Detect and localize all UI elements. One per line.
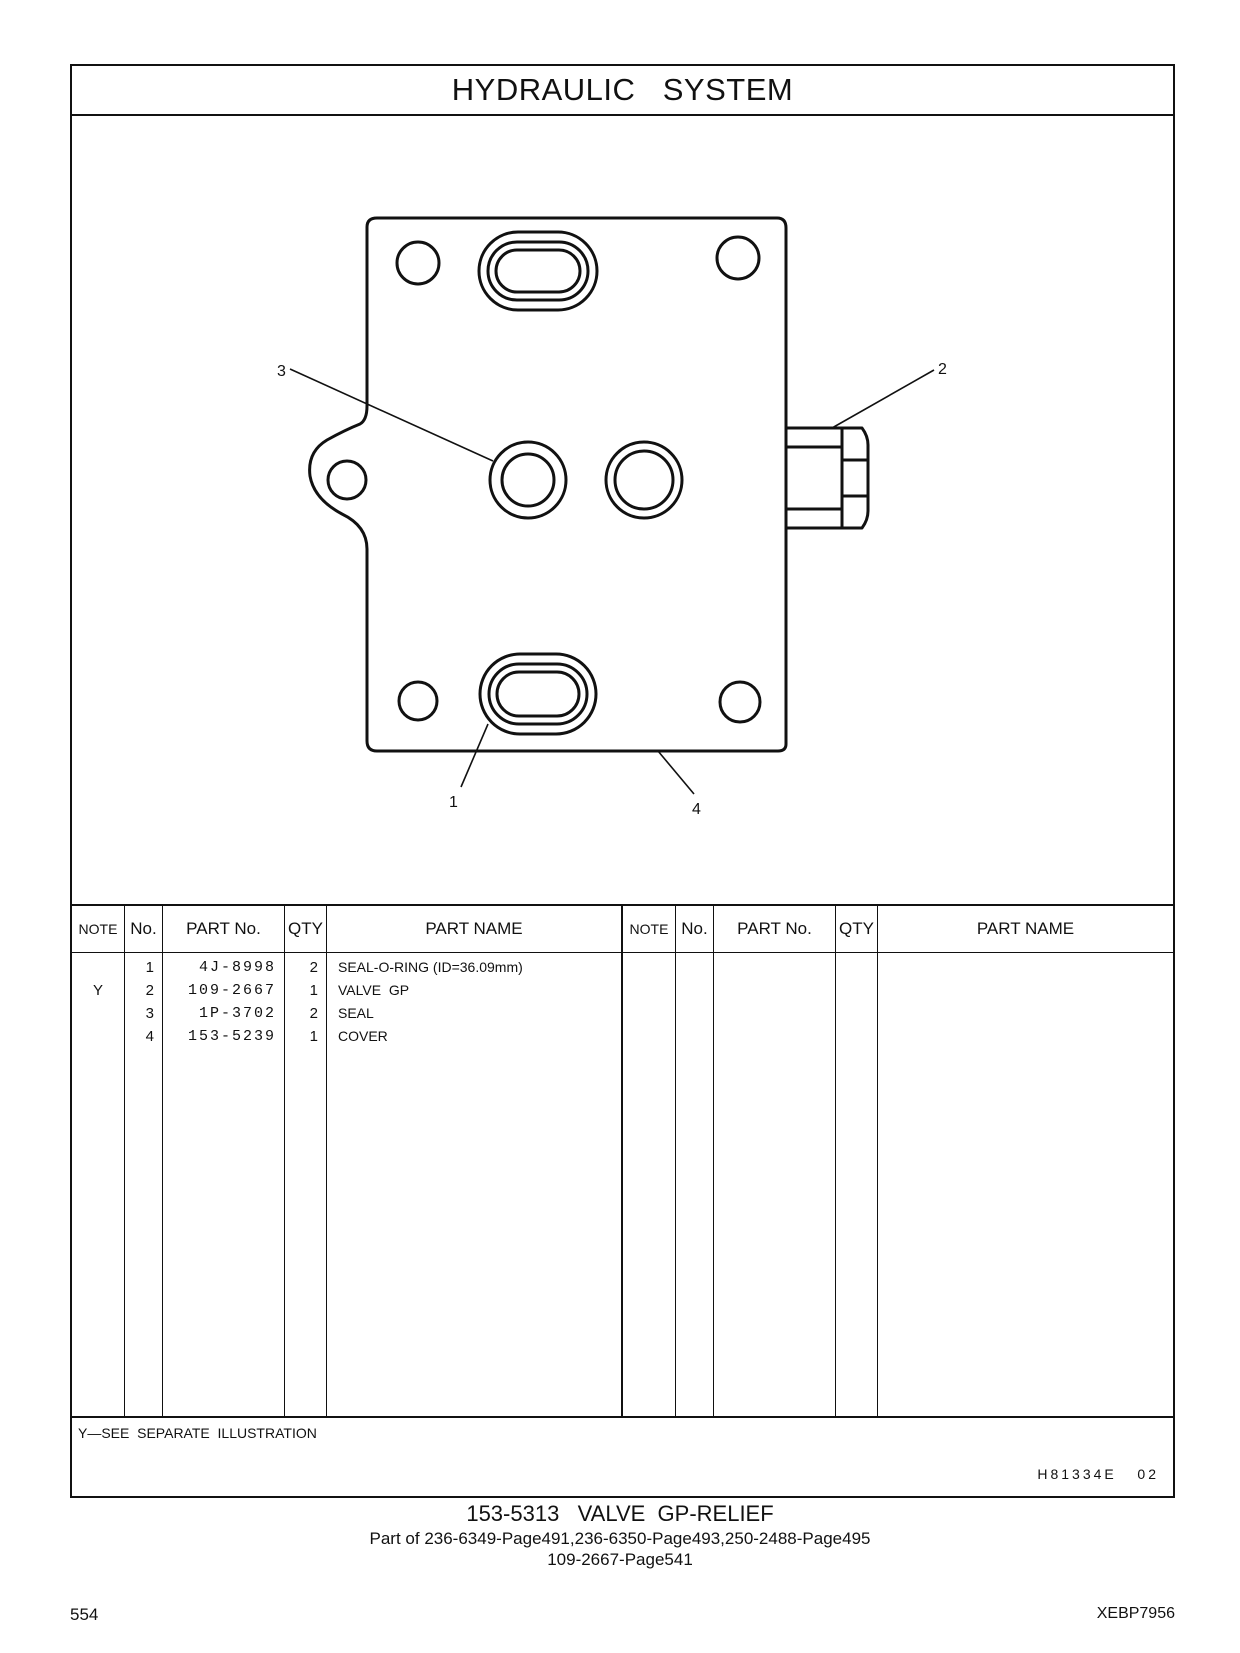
valve-hex-nut [842, 428, 868, 528]
page-title: HYDRAULIC SYSTEM [72, 66, 1173, 116]
part-name-cell: VALVE GP [338, 982, 410, 998]
bolt-hole-ear [328, 461, 366, 499]
item-no-header: No. [125, 906, 162, 953]
qty-header-right: QTY [836, 906, 877, 953]
bolt-hole-top-left [397, 242, 439, 284]
part-no-column [163, 906, 285, 1416]
note-cell [72, 956, 124, 979]
note-cell: Y [92, 982, 103, 999]
callout-4: 4 [692, 801, 701, 818]
part-no-header: PART No. [163, 906, 284, 953]
item-no-cell: 2 [145, 982, 154, 999]
item-no-cell: 3 [145, 1005, 154, 1022]
leader-line-1 [461, 724, 488, 787]
leader-line-2 [832, 370, 934, 428]
valve-drawing-svg [72, 114, 1173, 904]
qty-cell: 1 [309, 1028, 318, 1045]
part-no-header-right: PART No. [714, 906, 835, 953]
part-no-cell: 1P-3702 [198, 1005, 276, 1022]
port-right-inner [615, 451, 673, 509]
parts-table-right [623, 906, 1173, 1416]
page-number: 554 [70, 1605, 99, 1624]
callout-2: 2 [938, 361, 947, 378]
bolt-hole-bottom-left [399, 682, 437, 720]
parts-table-left [72, 906, 623, 1416]
qty-cell: 1 [309, 982, 318, 999]
part-name-header: PART NAME [327, 906, 621, 953]
leader-line-3 [290, 369, 493, 461]
part-name-column-right [878, 906, 1173, 1416]
item-no-column [125, 906, 163, 1416]
footnote: Y—SEE SEPARATE ILLUSTRATION [78, 1425, 317, 1441]
assembly-title: 153-5313 VALVE GP-RELIEF [466, 1501, 774, 1526]
note-column [72, 906, 125, 1416]
qty-cell: 2 [309, 959, 318, 976]
assembly-reference-line-1: Part of 236-6349-Page491,236-6350-Page493,250-2488-Page495 [369, 1529, 871, 1548]
bolt-hole-top-right [717, 237, 759, 279]
parts-page-frame [70, 64, 1175, 1498]
part-no-cell: 4J-8998 [198, 959, 276, 976]
part-no-column-right [714, 906, 836, 1416]
part-name-cell: COVER [338, 1028, 388, 1044]
note-header-right: NOTE [623, 906, 675, 953]
part-name-cell: SEAL-O-RING (ID=36.09mm) [338, 959, 523, 975]
parts-table [72, 904, 1173, 1418]
part-no-cell: 153-5239 [187, 1028, 276, 1045]
item-no-header-right: No. [676, 906, 713, 953]
item-no-cell: 1 [145, 959, 154, 976]
part-name-column [327, 906, 621, 1416]
part-name-header-right: PART NAME [878, 906, 1173, 953]
bottom-port-inner [497, 672, 579, 716]
callout-1: 1 [449, 794, 458, 811]
part-name-cell: SEAL [338, 1005, 374, 1021]
drawing-number: H81334E 02 [1037, 1466, 1159, 1482]
qty-header: QTY [285, 906, 326, 953]
seal-port-inner [502, 454, 554, 506]
note-cell [72, 1025, 124, 1048]
leader-line-4 [658, 751, 694, 794]
valve-fitting-body [786, 428, 842, 528]
part-no-cell: 109-2667 [187, 982, 276, 999]
top-port-inner [496, 250, 580, 292]
port-right-outer [606, 442, 682, 518]
note-header: NOTE [72, 906, 124, 953]
item-no-column-right [676, 906, 714, 1416]
note-cell [72, 1002, 124, 1025]
bolt-hole-bottom-right [720, 682, 760, 722]
document-number: XEBP7956 [1096, 1605, 1175, 1622]
callout-3: 3 [277, 363, 286, 380]
qty-cell: 2 [309, 1005, 318, 1022]
assembly-reference-line-2: 109-2667-Page541 [547, 1550, 693, 1569]
qty-column [285, 906, 327, 1416]
valve-illustration [72, 114, 1173, 904]
note-column-right [623, 906, 676, 1416]
qty-column-right [836, 906, 878, 1416]
item-no-cell: 4 [145, 1028, 154, 1045]
